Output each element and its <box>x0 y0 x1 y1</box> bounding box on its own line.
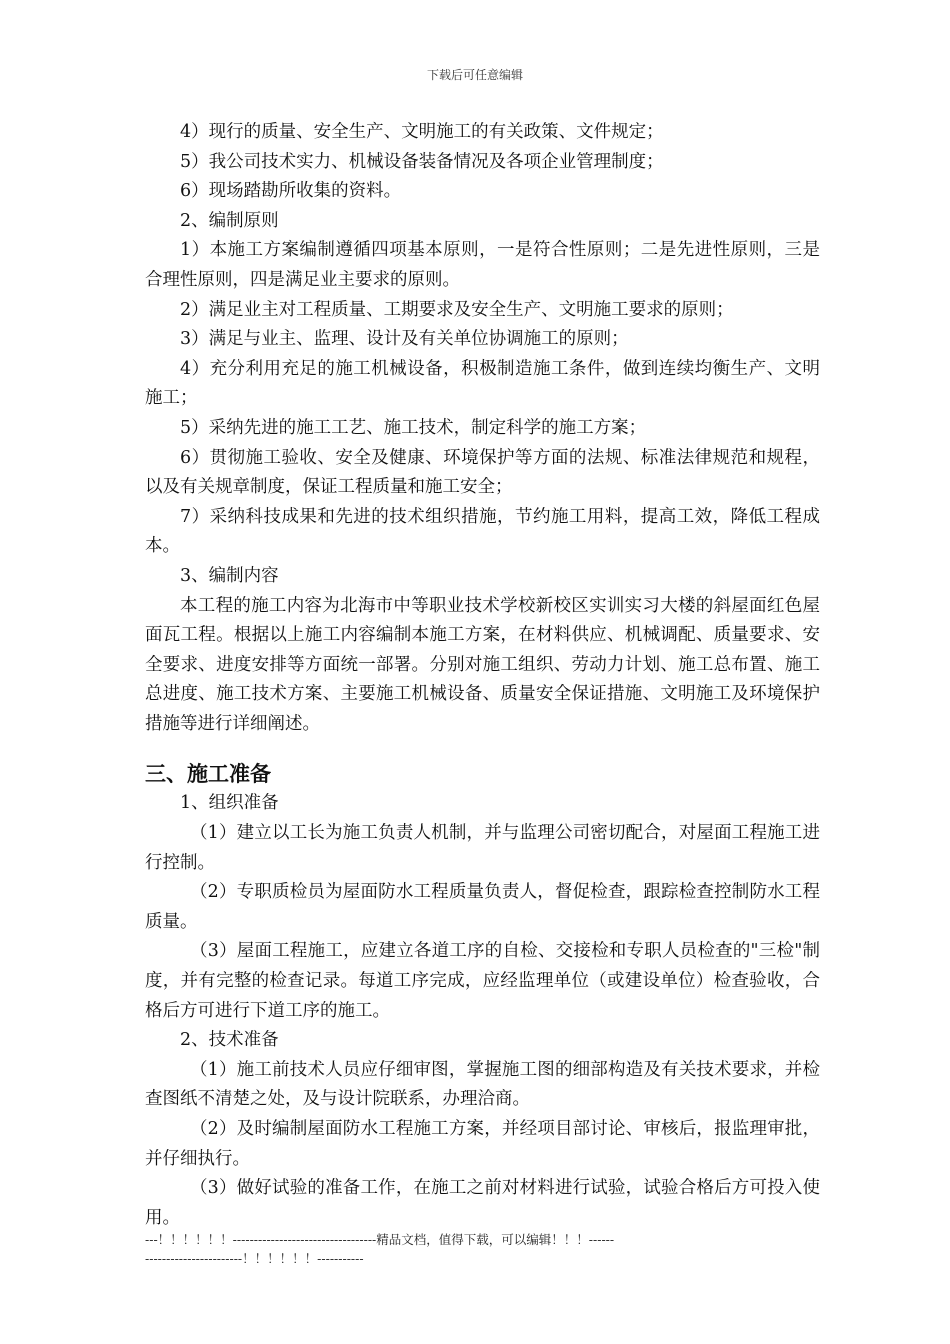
paragraph: （2）及时编制屋面防水工程施工方案，并经项目部讨论、审核后，报监理审批，并仔细执行。 <box>145 1119 820 1169</box>
paragraph: 6）贯彻施工验收、安全及健康、环境保护等方面的法规、标准法律规范和规程，以及有关规章制度，保证工程质量和施工安全； <box>145 447 820 498</box>
subsection-heading: 2、技术准备 <box>180 1030 279 1051</box>
paragraph: 4）现行的质量、安全生产、文明施工的有关政策、文件规定； <box>180 122 664 142</box>
subsection-heading: 2、编制原则 <box>180 210 279 231</box>
paragraph: 6）现场踏勘所收集的资料。 <box>180 181 402 202</box>
section-heading: 三、施工准备 <box>145 762 271 787</box>
subsection-heading: 3、编制内容 <box>180 565 279 586</box>
document-body <box>145 118 820 1233</box>
paragraph: 7）采纳科技成果和先进的技术组织措施，节约施工用料，提高工效，降低工程成本。 <box>145 506 820 557</box>
page-header: 下载后可任意编辑 <box>426 68 523 82</box>
paragraph: 本工程的施工内容为北海市中等职业技术学校新校区实训实习大楼的斜屋面红色屋面瓦工程。根据以上施工内容编制本施工方案，在材料供应、机械调配、质量要求、安全要求、进度安排等方面统一部署。分别对施工组织、劳动力计划、施工总布置、施工总进度、施工技术方案、主要施工机械设备、质量安全保证措施、文明施工及环境保护措施等进行详细阐述。 <box>145 595 820 734</box>
paragraph: 5）我公司技术实力、机械设备装备情况及各项企业管理制度； <box>180 151 664 172</box>
paragraph: （2）专职质检员为屋面防水工程质量负责人，督促检查，跟踪检查控制防水工程质量。 <box>145 882 820 932</box>
subsection-heading: 1、组织准备 <box>180 793 279 814</box>
paragraph: （1）施工前技术人员应仔细审图，掌握施工图的细部构造及有关技术要求，并检查图纸不清楚之处，及与设计院联系，办理洽商。 <box>145 1059 820 1110</box>
paragraph: （3）屋面工程施工，应建立各道工序的自检、交接检和专职人员检查的"三检"制度，并有完整的检查记录。每道工序完成，应经监理单位（或建设单位）检查验收，合格后方可进行下道工序的施工。 <box>145 941 820 1021</box>
paragraph: （1）建立以工长为施工负责人机制，并与监理公司密切配合，对屋面工程施工进行控制。 <box>145 823 820 873</box>
paragraph: 5）采纳先进的施工工艺、施工技术，制定科学的施工方案； <box>180 417 647 438</box>
paragraph: 2）满足业主对工程质量、工期要求及安全生产、文明施工要求的原则； <box>180 299 734 320</box>
paragraph: （3）做好试验的准备工作，在施工之前对材料进行试验，试验合格后方可投入使用。 <box>145 1178 820 1228</box>
page-footer: ---！！！！！！----------------------------------精品文档，值得下载，可以编辑！！！-----------------------------！！！！！！----------- <box>145 1232 615 1266</box>
paragraph: 4）充分利用充足的施工机械设备，积极制造施工条件，做到连续均衡生产、文明施工； <box>145 358 820 409</box>
paragraph: 1）本施工方案编制遵循四项基本原则，一是符合性原则；二是先进性原则，三是合理性原则，四是满足业主要求的原则。 <box>145 240 820 290</box>
paragraph: 3）满足与业主、监理、设计及有关单位协调施工的原则； <box>180 329 629 350</box>
